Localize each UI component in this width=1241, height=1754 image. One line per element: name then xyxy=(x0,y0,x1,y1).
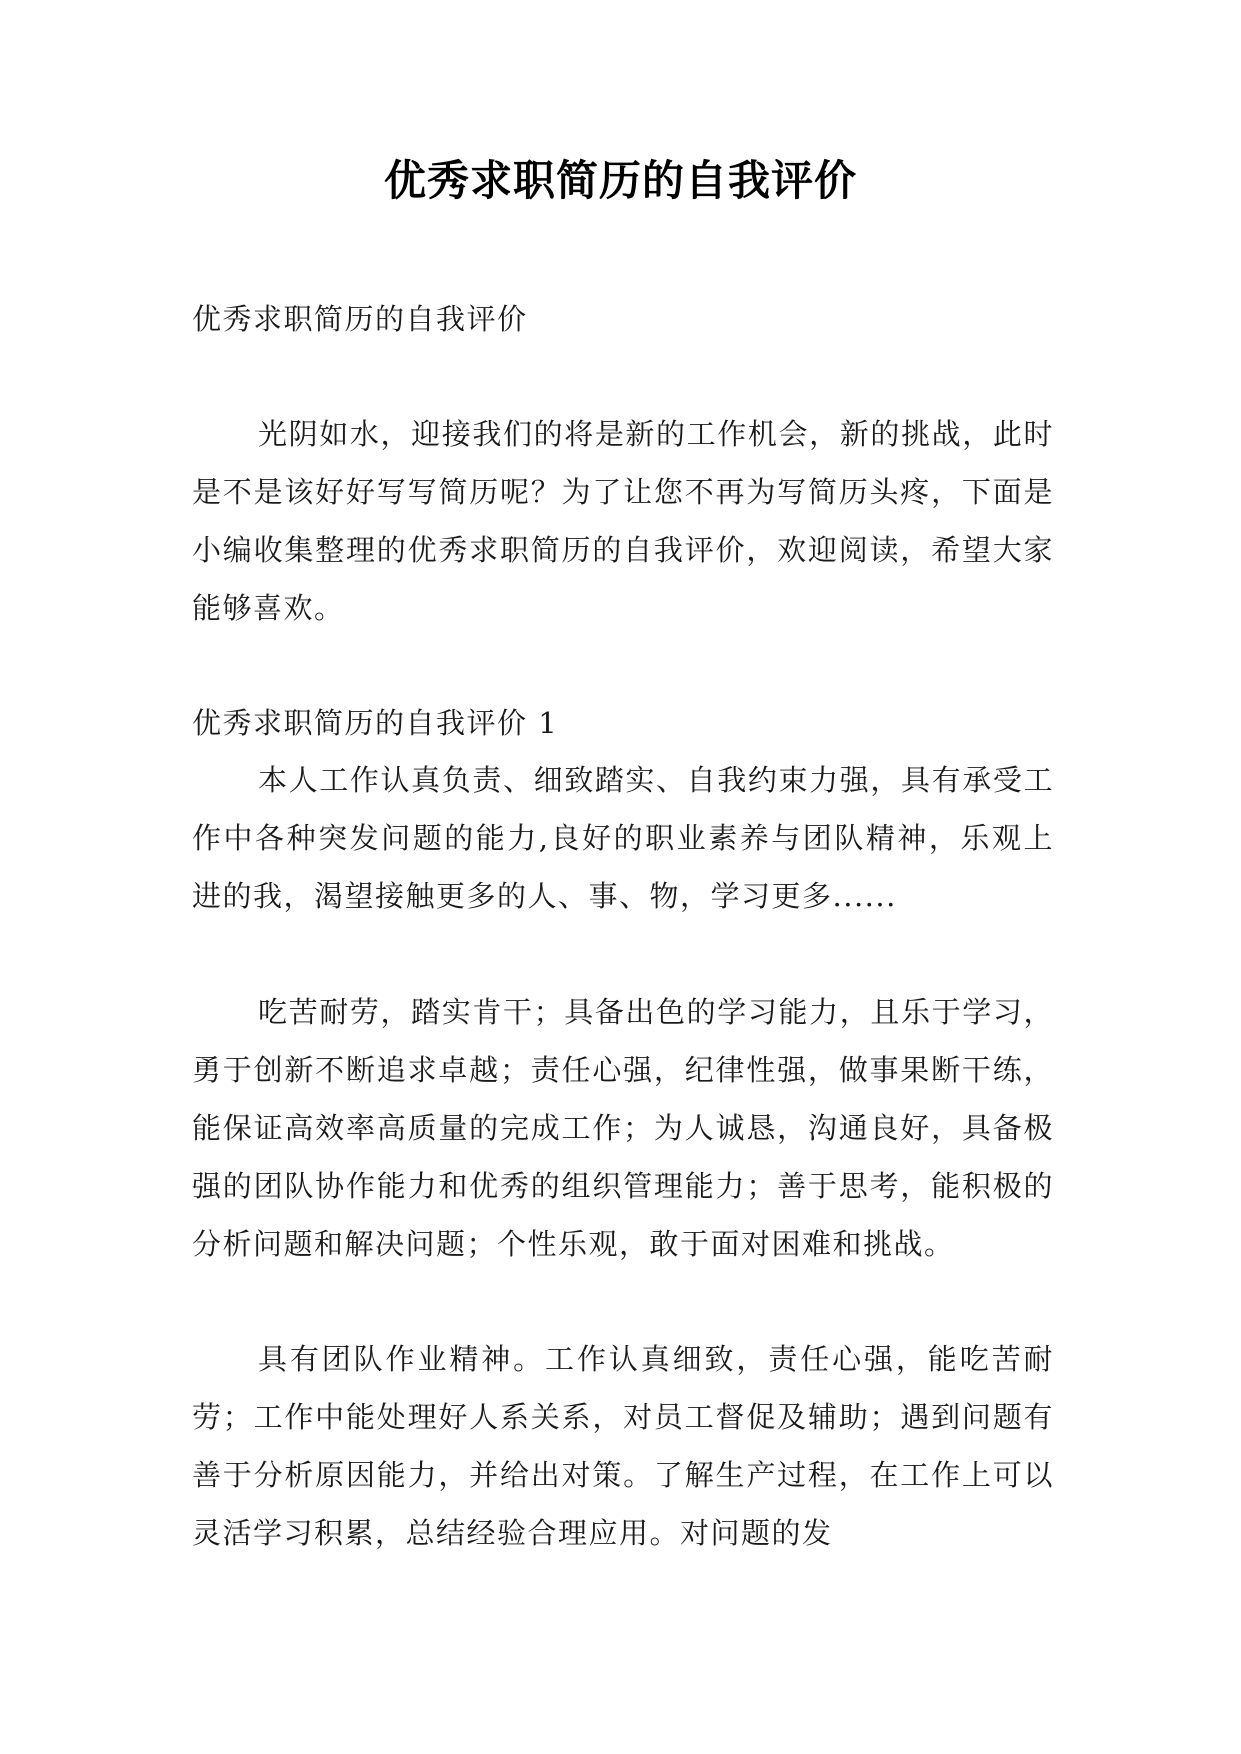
section-heading: 优秀求职简历的自我评价 1 xyxy=(192,706,559,740)
document-title: 优秀求职简历的自我评价 xyxy=(383,156,857,205)
body-paragraph: 吃苦耐劳，踏实肯干；具备出色的学习能力，且乐于学习，勇于创新不断追求卓越；责任心强，纪律性强，做事果断干练，能保证高效率高质量的完成工作；为人诚恳，沟通良好，具备极强的团队协作能力和优秀的组织管理能力；善于思考，能积极的分析问题和解决问题；个性乐观，敢于面对困难和挑战。 xyxy=(192,995,1054,1261)
document-subtitle: 优秀求职简历的自我评价 xyxy=(192,302,528,336)
intro-paragraph: 光阴如水，迎接我们的将是新的工作机会，新的挑战，此时是不是该好好写写简历呢？为了让您不再为写简历头疼，下面是小编收集整理的优秀求职简历的自我评价，欢迎阅读，希望大家能够喜欢。 xyxy=(192,417,1054,625)
body-paragraph: 本人工作认真负责、细致踏实、自我约束力强，具有承受工作中各种突发问题的能力,良好的职业素养与团队精神，乐观上进的我，渴望接触更多的人、事、物，学习更多...... xyxy=(192,763,1054,913)
body-paragraph: 具有团队作业精神。工作认真细致，责任心强，能吃苦耐劳；工作中能处理好人系关系，对员工督促及辅助；遇到问题有善于分析原因能力，并给出对策。了解生产过程，在工作上可以灵活学习积累，总结经验合理应用。对问题的发 xyxy=(192,1342,1054,1550)
